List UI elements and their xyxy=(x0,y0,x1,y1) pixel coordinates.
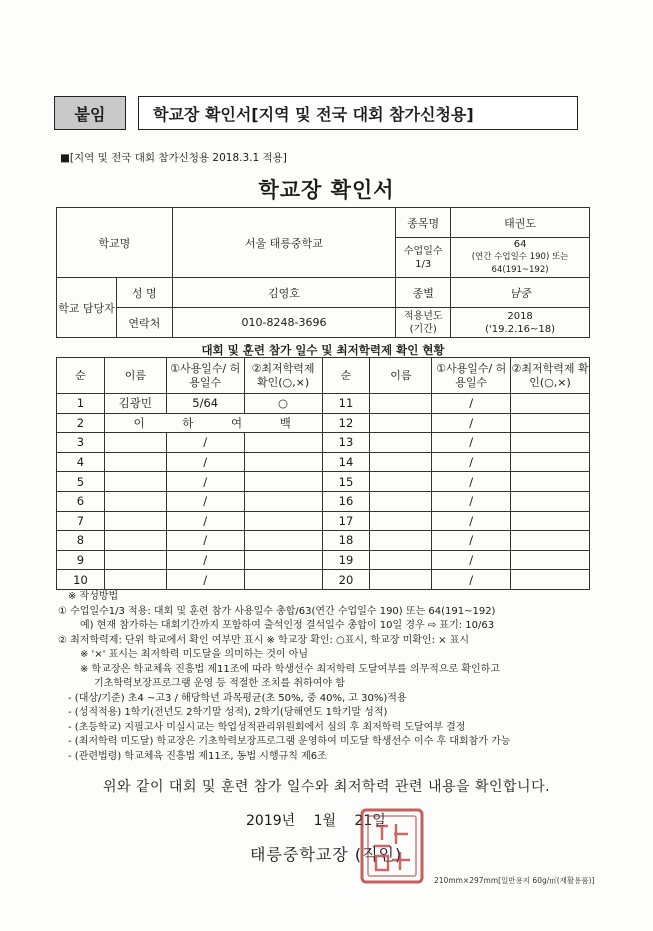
year-cell xyxy=(451,308,590,338)
principal-signature: 태릉중학교장 (직인) xyxy=(250,845,403,864)
table-row xyxy=(57,550,590,570)
instruction-line: ① 수업일수1/3 적용: 대회 및 훈련 참가 사용일수 총합/63(연간 수업일수 190) 또는 64(191~192) xyxy=(58,605,496,617)
roster-name-cell xyxy=(370,531,432,551)
school-value: 서울 태릉중학교 xyxy=(172,208,396,278)
header-no-2: 순 xyxy=(322,358,370,394)
roster-no-cell: 7 xyxy=(57,511,105,531)
document-title: 학교장 확인서 xyxy=(258,178,395,202)
roster-name-cell xyxy=(370,491,432,511)
header-name-1: 이름 xyxy=(104,358,166,394)
roster-days-cell: / xyxy=(432,531,511,551)
name-value: 김영호 xyxy=(172,278,396,308)
roster-check-cell xyxy=(244,472,322,492)
roster-no-cell: 3 xyxy=(57,433,105,453)
roster-name-cell xyxy=(370,452,432,472)
roster-no-cell: 18 xyxy=(322,531,370,551)
roster-check-cell xyxy=(511,511,590,531)
roster-check-cell xyxy=(511,452,590,472)
roster-name-cell xyxy=(370,413,432,433)
roster-check-cell xyxy=(244,570,322,590)
header-check-2: ②최저학력제 확인(○,×) xyxy=(511,358,590,394)
roster-no-cell: 17 xyxy=(322,511,370,531)
roster-check-cell xyxy=(511,531,590,551)
event-value: 태권도 xyxy=(451,208,590,238)
roster-days-cell: / xyxy=(432,472,511,492)
instruction-line: - (대상/기준) 초4 ~고3 / 해당학년 과목평균(초 50%, 중 40%, 고 30%)적용 xyxy=(68,692,407,704)
roster-no-cell: 9 xyxy=(57,550,105,570)
header-days-2: ①사용일수/ 허용일수 xyxy=(432,358,511,394)
confirmation-statement: 위와 같이 대회 및 훈련 참가 일수와 최저학력 관련 내용을 확인합니다. xyxy=(102,779,551,795)
roster-days-cell: / xyxy=(432,394,511,414)
roster-check-cell xyxy=(244,433,322,453)
days-cell xyxy=(451,238,590,278)
roster-name-cell xyxy=(370,550,432,570)
header-check-1: ②최저학력제 확인(○,×) xyxy=(244,358,322,394)
header-no-1: 순 xyxy=(57,358,105,394)
instruction-line: - (최저학력 미도달) 학교장은 기초학력보장프로그램 운영하여 미도달 학생선수 이수 후 대회참가 가능 xyxy=(68,736,511,747)
issue-date: 2019년 1월 21일 xyxy=(246,813,386,829)
roster-name-cell xyxy=(370,570,432,590)
roster-days-cell: / xyxy=(432,511,511,531)
roster-days-cell: / xyxy=(166,452,244,472)
roster-days-cell: / xyxy=(432,491,511,511)
roster-name-cell xyxy=(104,452,166,472)
roster-no-cell: 15 xyxy=(322,472,370,492)
roster-name-cell xyxy=(104,491,166,511)
year-value: 2018 xyxy=(507,310,533,322)
instruction-line: 기초학력보장프로그램 운영 등 적절한 조치를 취하여야 함 xyxy=(94,678,345,689)
roster-check-cell xyxy=(511,413,590,433)
roster-check-cell xyxy=(244,531,322,551)
table-row xyxy=(57,531,590,551)
roster-name-cell xyxy=(370,511,432,531)
year-label: 적용년도 (기간) xyxy=(396,308,451,338)
roster-days-cell: / xyxy=(432,413,511,433)
instruction-line: - (성적적용) 1학기(전년도 2학기말 성적), 2학기(당해연도 1학기말 성적) xyxy=(68,707,388,718)
attachment-header xyxy=(54,96,578,130)
instruction-line: 예) 현재 참가하는 대회기간까지 포함하여 출석인정 결석일수 총합이 10일 경우 ⇨ 표기: 10/63 xyxy=(80,620,495,631)
instruction-line: - (관련법령) 학교체육 진흥법 제11조, 동법 시행규칙 제6조 xyxy=(68,750,327,762)
table-row xyxy=(57,394,590,414)
applied-note: ■[지역 및 전국 대회 참가신청용 2018.3.1 적용] xyxy=(60,152,287,164)
paper-spec: 210mm×297mm[일반용지 60g/㎡(재활용품)] xyxy=(434,876,595,885)
roster-no-cell: 11 xyxy=(322,394,370,414)
roster-name-cell xyxy=(370,472,432,492)
table-row xyxy=(57,413,590,433)
roster-check-cell xyxy=(511,491,590,511)
table-row xyxy=(57,491,590,511)
days-value: 64 xyxy=(513,239,527,250)
attachment-headline: 학교장 확인서[지역 및 전국 대회 참가신청용] xyxy=(138,96,578,130)
roster-check-cell xyxy=(511,570,590,590)
roster-days-cell: 5/64 xyxy=(166,394,244,414)
roster-check-cell xyxy=(244,511,322,531)
roster-name-cell xyxy=(104,550,166,570)
roster-check-cell xyxy=(244,550,322,570)
instruction-line: ※ 작성방법 xyxy=(68,591,119,602)
roster-check-cell: ○ xyxy=(244,394,322,414)
gender-label: 종별 xyxy=(396,278,451,308)
attachment-badge: 붙임 xyxy=(54,96,126,130)
header-days-1: ①사용일수/ 허용일수 xyxy=(166,358,244,394)
roster-days-cell: / xyxy=(432,452,511,472)
roster-check-cell xyxy=(511,433,590,453)
header-name-2: 이름 xyxy=(370,358,432,394)
roster-name-cell: 김광민 xyxy=(104,394,166,414)
name-label: 성 명 xyxy=(116,278,172,308)
roster-no-cell: 8 xyxy=(57,531,105,551)
event-label: 종목명 xyxy=(396,208,451,238)
instruction-line: - (초등학교) 지필고사 미실시교는 학업성적관리위원회에서 심의 후 최저학력 도달여부 결정 xyxy=(68,721,466,733)
roster-no-cell: 19 xyxy=(322,550,370,570)
table-row xyxy=(57,452,590,472)
roster-days-cell: / xyxy=(166,433,244,453)
roster-name-cell xyxy=(104,570,166,590)
roster-name-cell xyxy=(104,531,166,551)
roster-no-cell: 2 xyxy=(57,413,105,433)
roster-no-cell: 13 xyxy=(322,433,370,453)
days-label: 수업일수 1/3 xyxy=(396,238,451,278)
roster-name-cell xyxy=(104,472,166,492)
roster-no-cell: 6 xyxy=(57,491,105,511)
roster-no-cell: 5 xyxy=(57,472,105,492)
instruction-line: ※ 학교장은 학교체육 진흥법 제11조에 따라 학생선수 최저학력 도달여부를 의무적으로 확인하고 xyxy=(80,663,500,675)
gender-value: 남중 xyxy=(451,278,590,308)
info-table xyxy=(56,207,590,338)
roster-no-cell: 14 xyxy=(322,452,370,472)
section-title: 대회 및 훈련 참가 일수 및 최저학력제 확인 현황 xyxy=(201,343,445,357)
roster-no-cell: 4 xyxy=(57,452,105,472)
roster-days-cell: / xyxy=(166,550,244,570)
instruction-line: ※ '×' 표시는 최저학력 미도달을 의미하는 것이 아님 xyxy=(80,649,309,660)
school-label: 학교명 xyxy=(57,208,173,278)
instructions xyxy=(58,590,598,764)
roster-days-cell: / xyxy=(166,472,244,492)
staff-label: 학교 담당자 xyxy=(57,278,117,338)
roster-check-cell xyxy=(511,394,590,414)
roster-days-cell: / xyxy=(166,511,244,531)
year-period: ('19.2.16~18) xyxy=(485,323,555,335)
roster-days-cell: / xyxy=(432,550,511,570)
table-row xyxy=(57,570,590,590)
table-row xyxy=(57,511,590,531)
roster-no-cell: 16 xyxy=(322,491,370,511)
contact-label: 연락처 xyxy=(116,308,172,338)
roster-no-cell: 20 xyxy=(322,570,370,590)
roster-days-cell: / xyxy=(432,570,511,590)
table-row xyxy=(57,472,590,492)
roster-days-cell: / xyxy=(166,531,244,551)
roster-no-cell: 10 xyxy=(57,570,105,590)
roster-no-cell: 1 xyxy=(57,394,105,414)
roster-days-cell: / xyxy=(166,491,244,511)
roster-name-cell: 이 하 여 백 xyxy=(104,413,322,433)
instruction-line: ② 최저학력제: 단위 학교에서 확인 여부만 표시 ※ 학교장 확인: ○표시, 학교장 미확인: × 표시 xyxy=(58,634,470,646)
roster-table xyxy=(56,357,590,590)
contact-value: 010-8248-3696 xyxy=(172,308,396,338)
roster-name-cell xyxy=(370,394,432,414)
roster-check-cell xyxy=(511,472,590,492)
roster-header-row xyxy=(57,358,590,394)
roster-name-cell xyxy=(104,511,166,531)
school-seal-icon xyxy=(356,806,428,886)
roster-check-cell xyxy=(244,491,322,511)
roster-days-cell: / xyxy=(432,433,511,453)
roster-no-cell: 12 xyxy=(322,413,370,433)
roster-name-cell xyxy=(370,433,432,453)
roster-name-cell xyxy=(104,433,166,453)
roster-days-cell: / xyxy=(166,570,244,590)
days-note: (연간 수업일수 190) 또는 64(191~192) xyxy=(471,252,569,275)
roster-check-cell xyxy=(511,550,590,570)
roster-check-cell xyxy=(244,452,322,472)
table-row xyxy=(57,433,590,453)
